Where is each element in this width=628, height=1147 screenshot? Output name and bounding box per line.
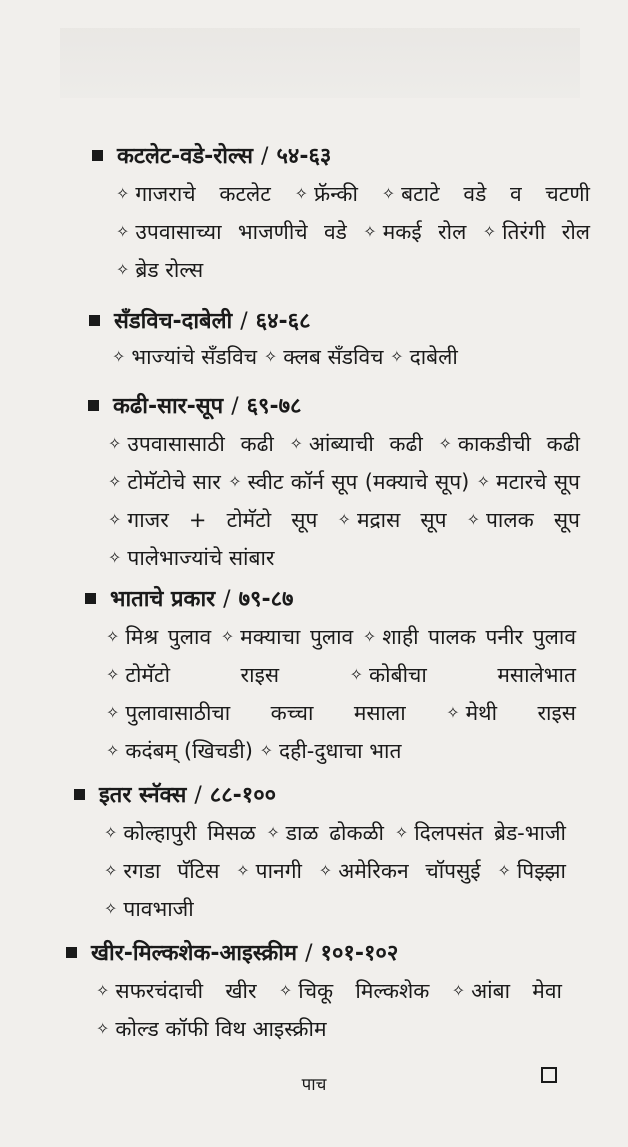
list-item: ✧ शाही पालक पनीर पुलाव	[362, 625, 576, 649]
list-item: ✧ गाजराचे कटलेट	[116, 182, 271, 206]
list-item: ✧ टोमॅटोचे सार	[108, 470, 221, 494]
list-item: ✧ पालक सूप	[466, 508, 580, 532]
section-heading	[0, 305, 628, 335]
square-bullet-icon	[85, 593, 96, 604]
diamond-icon: ✧	[104, 899, 118, 918]
separator: /	[223, 587, 231, 612]
diamond-icon: ✧	[318, 861, 333, 880]
section-items	[0, 426, 580, 578]
list-item: ✧ फ्रॅन्की	[294, 182, 358, 206]
diamond-icon: ✧	[236, 861, 250, 880]
list-item: ✧ क्लब सँडविच	[263, 345, 384, 369]
diamond-icon: ✧	[446, 703, 460, 722]
section-items	[0, 176, 590, 290]
list-item: ✧ स्वीट कॉर्न सूप (मक्याचे सूप)	[228, 470, 470, 494]
separator: /	[231, 394, 239, 419]
diamond-icon: ✧	[116, 260, 130, 279]
list-item: ✧ चिकू मिल्कशेक	[278, 979, 430, 1003]
list-item: ✧ पिझ्झा	[497, 859, 566, 883]
diamond-icon: ✧	[96, 1019, 110, 1038]
diamond-icon: ✧	[394, 823, 409, 842]
diamond-icon: ✧	[108, 510, 122, 529]
section-heading	[0, 390, 628, 420]
list-item: ✧ आंबा मेवा	[451, 979, 562, 1003]
diamond-icon: ✧	[112, 347, 126, 366]
diamond-icon: ✧	[482, 222, 497, 241]
diamond-icon: ✧	[263, 347, 278, 366]
list-item: ✧ अमेरिकन चॉपसुई	[318, 859, 481, 883]
diamond-icon: ✧	[337, 510, 351, 529]
toc-section-cutlets	[0, 140, 628, 290]
list-item: ✧ पानगी	[236, 859, 302, 883]
section-heading	[0, 140, 628, 170]
section-heading	[0, 779, 628, 809]
toc-section-sandwich	[0, 305, 628, 377]
diamond-icon: ✧	[466, 510, 480, 529]
list-item: ✧ मकई रोल	[363, 220, 467, 244]
list-item: ✧ कोल्हापुरी मिसळ	[104, 821, 256, 845]
diamond-icon: ✧	[108, 434, 122, 453]
section-items	[0, 619, 576, 771]
square-bullet-icon	[74, 789, 85, 800]
page-range: ८८-१००	[209, 783, 277, 808]
square-bullet-icon	[88, 400, 99, 411]
list-item: ✧ बटाटे वडे व चटणी	[381, 182, 590, 206]
section-heading	[0, 583, 628, 613]
diamond-icon: ✧	[349, 665, 364, 684]
section-heading	[0, 937, 628, 967]
list-item: ✧ तिरंगी रोल	[482, 220, 590, 244]
page-range: ६४-६८	[255, 309, 311, 334]
separator: /	[194, 783, 202, 808]
list-item: ✧ दही-दुधाचा भात	[259, 739, 402, 763]
page-range: ६९-७८	[246, 394, 302, 419]
diamond-icon: ✧	[362, 627, 377, 646]
section-title: कढी-सार-सूप	[113, 394, 224, 419]
toc-section-snacks	[0, 779, 628, 929]
list-item: ✧ कदंबम् (खिचडी)	[106, 739, 253, 763]
list-item: ✧ पावभाजी	[104, 897, 194, 921]
list-item: ✧ उपवासासाठी कढी	[108, 432, 274, 456]
page-range: ५४-६३	[276, 144, 332, 169]
square-bullet-icon	[66, 947, 77, 958]
toc-section-soups	[0, 390, 628, 578]
diamond-icon: ✧	[106, 703, 120, 722]
diamond-icon: ✧	[259, 741, 274, 760]
square-bullet-icon	[89, 315, 100, 326]
diamond-icon: ✧	[104, 861, 118, 880]
list-item: ✧ काकडीची कढी	[438, 432, 580, 456]
list-item: ✧ मेथी राइस	[446, 701, 576, 725]
diamond-icon: ✧	[278, 981, 293, 1000]
diamond-icon: ✧	[294, 184, 308, 203]
separator: /	[240, 309, 248, 334]
list-item: ✧ गाजर + टोमॅटो सूप	[108, 508, 318, 532]
diamond-icon: ✧	[116, 184, 130, 203]
diamond-icon: ✧	[390, 347, 404, 366]
diamond-icon: ✧	[106, 665, 120, 684]
list-item: ✧ डाळ ढोकळी	[266, 821, 384, 845]
page-range: १०१-१०२	[320, 941, 399, 966]
toc-section-rice	[0, 583, 628, 771]
page-number: पाच	[301, 1075, 327, 1095]
section-title: खीर-मिल्कशेक-आइस्क्रीम	[91, 941, 298, 966]
bleed-through-shadow	[60, 28, 580, 98]
section-title: सँडविच-दाबेली	[114, 309, 233, 334]
section-items	[0, 339, 590, 377]
list-item: ✧ टोमॅटो राइस	[106, 663, 280, 687]
diamond-icon: ✧	[106, 741, 120, 760]
square-bullet-icon	[92, 150, 103, 161]
list-item: ✧ मिश्र पुलाव	[106, 625, 212, 649]
list-item: ✧ रगडा पॅटिस	[104, 859, 220, 883]
diamond-icon: ✧	[220, 627, 235, 646]
section-items	[0, 973, 562, 1049]
diamond-icon: ✧	[116, 222, 130, 241]
list-item: ✧ कोबीचा मसालेभात	[349, 663, 576, 687]
list-item: ✧ ब्रेड रोल्स	[116, 258, 204, 282]
diamond-icon: ✧	[476, 472, 491, 491]
list-item: ✧ सफरचंदाची खीर	[96, 979, 257, 1003]
diamond-icon: ✧	[104, 823, 118, 842]
section-title: भाताचे प्रकार	[110, 587, 216, 612]
list-item: ✧ आंब्याची कढी	[289, 432, 423, 456]
page-range: ७९-८७	[238, 587, 294, 612]
diamond-icon: ✧	[96, 981, 110, 1000]
separator: /	[305, 941, 313, 966]
diamond-icon: ✧	[497, 861, 511, 880]
list-item: ✧ पुलावासाठीचा कच्चा मसाला	[106, 701, 406, 725]
diamond-icon: ✧	[266, 823, 280, 842]
list-item: ✧ दाबेली	[390, 345, 458, 369]
list-item: ✧ भाज्यांचे सँडविच	[112, 345, 258, 369]
list-item: ✧ मद्रास सूप	[337, 508, 447, 532]
list-item: ✧ कोल्ड कॉफी विथ आइस्क्रीम	[96, 1017, 327, 1041]
diamond-icon: ✧	[108, 548, 122, 567]
section-title: इतर स्नॅक्स	[99, 783, 187, 808]
diamond-icon: ✧	[228, 472, 242, 491]
diamond-icon: ✧	[451, 981, 466, 1000]
list-item: ✧ मक्याचा पुलाव	[220, 625, 354, 649]
section-title: कटलेट-वडे-रोल्स	[117, 144, 254, 169]
list-item: ✧ उपवासाच्या भाजणीचे वडे	[116, 220, 347, 244]
list-item: ✧ पालेभाज्यांचे सांबार	[108, 546, 275, 570]
separator: /	[261, 144, 269, 169]
diamond-icon: ✧	[381, 184, 396, 203]
diamond-icon: ✧	[438, 434, 452, 453]
diamond-icon: ✧	[363, 222, 377, 241]
diamond-icon: ✧	[108, 472, 122, 491]
diamond-icon: ✧	[106, 627, 120, 646]
diamond-icon: ✧	[289, 434, 303, 453]
toc-section-desserts	[0, 937, 628, 1049]
list-item: ✧ दिलपसंत ब्रेड-भाजी	[394, 821, 566, 845]
section-items	[0, 815, 566, 929]
list-item: ✧ मटारचे सूप	[476, 470, 580, 494]
